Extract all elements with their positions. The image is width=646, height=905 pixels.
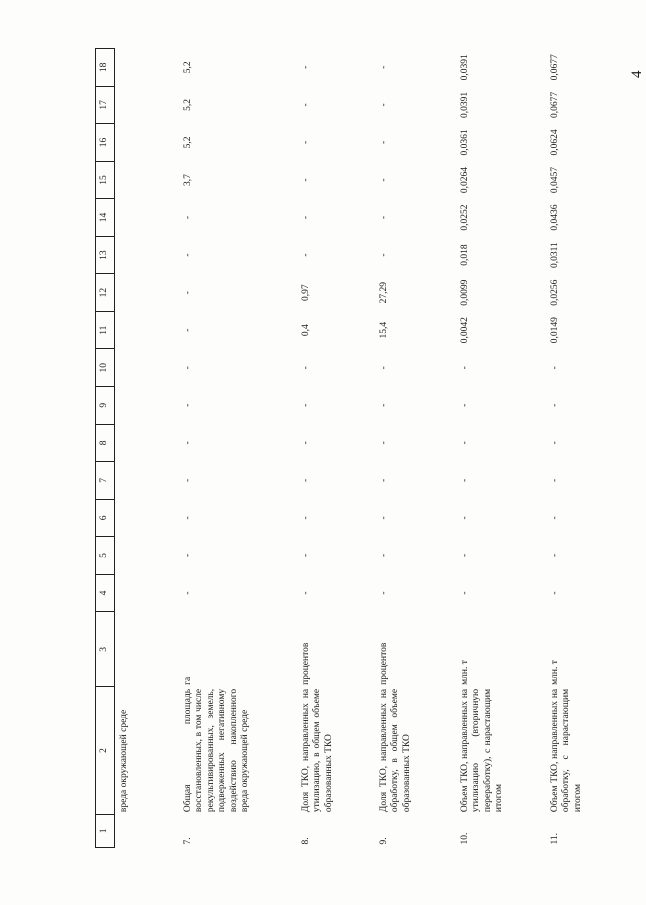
- cell: -: [379, 403, 389, 407]
- cell: -: [379, 253, 389, 257]
- cell: -: [301, 140, 311, 145]
- cell: -: [460, 591, 470, 595]
- row-name: Доля ТКО, направленных на утилизацию, в общем объеме образованных ТКО: [301, 688, 334, 813]
- cell: -: [460, 366, 470, 370]
- cell: -: [550, 553, 560, 558]
- cell: 27,29: [379, 281, 389, 304]
- cell: 0,0042: [460, 317, 470, 344]
- table-row: [295, 49, 373, 848]
- cell: -: [379, 65, 389, 69]
- cell: 0,0677: [550, 54, 560, 81]
- cell: 0,0149: [550, 317, 560, 344]
- cell: -: [460, 403, 470, 407]
- row-index: 9.: [379, 837, 389, 845]
- cell: [115, 349, 174, 387]
- cell: [115, 49, 174, 87]
- cell: -: [460, 516, 470, 520]
- row-index: 11.: [550, 832, 560, 845]
- cell: [115, 199, 174, 237]
- cell: 5,2: [183, 136, 193, 149]
- cell: -: [183, 328, 193, 332]
- col-header: 9: [96, 387, 115, 425]
- cell: [115, 274, 174, 312]
- cell: -: [379, 215, 389, 220]
- table-row: [454, 49, 544, 848]
- col-header: 2: [96, 687, 115, 814]
- cell: -: [183, 591, 193, 595]
- cell: -: [183, 516, 193, 520]
- col-header: 3: [96, 612, 115, 687]
- col-header: 10: [96, 349, 115, 387]
- col-header: 1: [96, 814, 115, 847]
- cell: 0,0391: [460, 54, 470, 81]
- indicator-table: [95, 48, 634, 848]
- cell: -: [301, 65, 311, 69]
- col-header: 15: [96, 161, 115, 199]
- col-header: 4: [96, 574, 115, 612]
- col-header: 12: [96, 274, 115, 312]
- row-unit: процентов: [301, 642, 311, 685]
- cell: 0,0252: [460, 204, 470, 231]
- cell: 0,0256: [550, 279, 560, 306]
- cell: 0,4: [301, 324, 311, 337]
- cell: [115, 574, 174, 612]
- row-name: Общая площадь восстановленных, в том числе рекультивированных, земель, подверженных негативному воздействию накопленного вреда окружающей среде: [183, 688, 250, 813]
- col-header: 11: [96, 311, 115, 349]
- cell: [115, 311, 174, 349]
- cell: -: [379, 553, 389, 558]
- cell: 0,97: [301, 284, 311, 301]
- col-header: 8: [96, 424, 115, 462]
- cell: [115, 124, 174, 162]
- cell: 15,4: [379, 321, 389, 339]
- col-header: 14: [96, 199, 115, 237]
- cell: -: [183, 553, 193, 558]
- col-header: 16: [96, 124, 115, 162]
- row-name: Объем ТКО, направленных на утилизацию (вторичную переработку), с нарастающим итогом: [460, 688, 505, 813]
- cell: -: [183, 478, 193, 482]
- cell: -: [379, 591, 389, 595]
- cell: -: [460, 553, 470, 558]
- row-name: Объем ТКО, направленных на обработку, с нарастающим итогом: [550, 688, 583, 813]
- cell: -: [301, 253, 311, 257]
- cell: -: [183, 366, 193, 370]
- cell: -: [550, 441, 560, 445]
- row-unit: млн. т: [550, 660, 560, 685]
- cell: [115, 499, 174, 537]
- col-header: 6: [96, 499, 115, 537]
- cell: -: [379, 103, 389, 107]
- cell: -: [301, 516, 311, 520]
- table-row: [173, 49, 295, 848]
- cell: 5,2: [183, 98, 193, 111]
- row-unit: процентов: [379, 642, 389, 685]
- row-unit: [115, 612, 174, 687]
- cell: [115, 86, 174, 124]
- col-header: 5: [96, 537, 115, 575]
- cell: -: [301, 441, 311, 445]
- cell: -: [379, 478, 389, 482]
- row-unit: га: [183, 676, 193, 685]
- cell: [115, 236, 174, 274]
- page-number: 4: [629, 70, 645, 78]
- cell: 0,0624: [550, 129, 560, 156]
- column-number-row: [96, 49, 115, 848]
- row-name: вреда окружающей среде: [119, 709, 129, 813]
- cell: [115, 537, 174, 575]
- row-index: 7.: [183, 837, 193, 845]
- cell: -: [301, 215, 311, 220]
- cell: 0,0436: [550, 204, 560, 231]
- cell: -: [183, 441, 193, 445]
- cell: 3,7: [183, 174, 193, 186]
- cell: -: [550, 591, 560, 595]
- cell: 0,0457: [550, 166, 560, 194]
- col-header: 17: [96, 86, 115, 124]
- row-index: [115, 814, 174, 847]
- cell: 0,0391: [460, 91, 470, 118]
- cell: -: [550, 366, 560, 370]
- col-header: 13: [96, 236, 115, 274]
- cell: -: [183, 253, 193, 257]
- cell: -: [379, 178, 389, 182]
- cell: 0,0677: [550, 91, 560, 118]
- cell: [115, 424, 174, 462]
- table-row: [115, 49, 174, 848]
- cell: -: [183, 291, 193, 295]
- cell: 5,2: [183, 61, 193, 74]
- cell: -: [301, 366, 311, 370]
- table-row: [373, 49, 454, 848]
- cell: -: [460, 478, 470, 482]
- rotated-table-page: [95, 48, 645, 848]
- cell: -: [379, 140, 389, 145]
- row-unit: млн. т: [460, 660, 470, 685]
- cell: [115, 161, 174, 199]
- table-row: [544, 49, 634, 848]
- cell: -: [183, 403, 193, 407]
- row-index: 8.: [301, 837, 311, 845]
- cell: -: [301, 103, 311, 107]
- cell: -: [550, 478, 560, 482]
- cell: [115, 462, 174, 500]
- cell: [115, 387, 174, 425]
- cell: 0,0264: [460, 166, 470, 194]
- col-header: 7: [96, 462, 115, 500]
- cell: -: [301, 591, 311, 595]
- cell: 0,0311: [550, 242, 560, 268]
- cell: -: [379, 516, 389, 520]
- row-name: Доля ТКО, направленных на обработку, в общем объеме образованных ТКО: [379, 688, 412, 813]
- cell: -: [460, 441, 470, 445]
- cell: -: [550, 516, 560, 520]
- cell: 0,0099: [460, 279, 470, 306]
- cell: -: [301, 478, 311, 482]
- cell: -: [550, 403, 560, 407]
- cell: -: [379, 366, 389, 370]
- cell: -: [301, 178, 311, 182]
- row-index: 10.: [460, 832, 470, 845]
- cell: -: [183, 215, 193, 220]
- cell: -: [379, 441, 389, 445]
- col-header: 18: [96, 49, 115, 87]
- cell: -: [301, 403, 311, 407]
- cell: 0,0361: [460, 129, 470, 156]
- cell: 0,018: [460, 244, 470, 266]
- cell: -: [301, 553, 311, 558]
